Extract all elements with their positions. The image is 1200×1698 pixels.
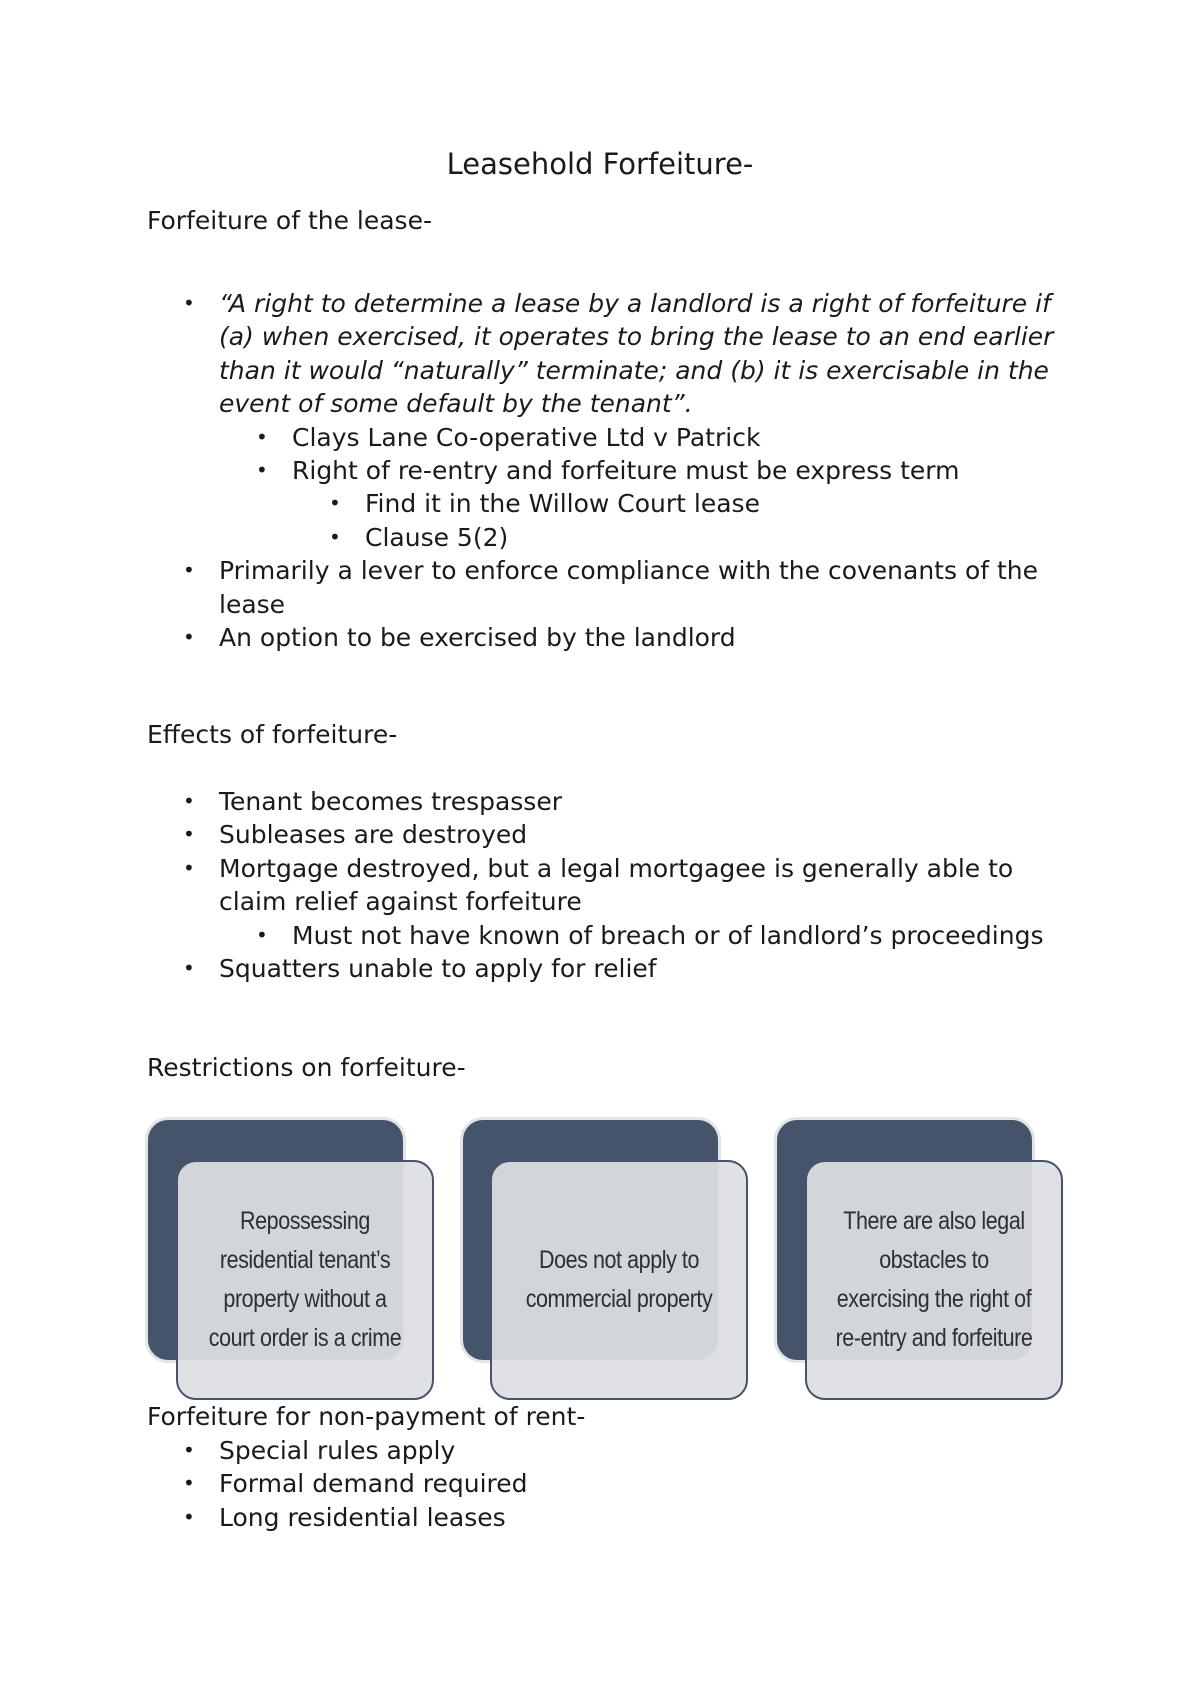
restriction-card-2-text: Does not apply to commercial property <box>525 1246 713 1313</box>
effects-list <box>147 785 1077 985</box>
lever-item: • Primarily a lever to enforce compliance with the covenants of the lease <box>147 554 1077 621</box>
rent-list <box>147 1434 1077 1534</box>
mortgage-item: • Mortgage destroyed, but a legal mortgagee is generally able to claim relief against forfeiture <box>147 852 1077 919</box>
known-breach-item: • Must not have known of breach or of landlord’s proceedings <box>147 919 1077 952</box>
section-heading-rent: Forfeiture for non-payment of rent- <box>147 1402 586 1431</box>
rent-item: • Long residential leases <box>147 1501 1077 1534</box>
subleases-item: • Subleases are destroyed <box>147 818 1077 851</box>
section-heading-restrictions: Restrictions on forfeiture- <box>147 1053 466 1082</box>
restriction-card-3 <box>805 1160 1063 1400</box>
forfeiture-definition-quote: • “A right to determine a lease by a landlord is a right of forfeiture if (a) when exercised, it operates to bring the lease to an end earlier than it would “naturally” terminate; and (b) it is exercisable in the event of some default by the tenant”. <box>147 287 1077 421</box>
express-term-item: • Right of re-entry and forfeiture must be express term <box>147 454 1077 487</box>
forfeiture-list <box>147 287 1077 654</box>
restriction-card-2 <box>490 1160 748 1400</box>
page-title: Leasehold Forfeiture- <box>446 147 754 181</box>
section-heading-forfeiture: Forfeiture of the lease- <box>147 206 432 235</box>
restriction-card-1-text: Repossessing residential tenant’s property without a court order is a crime <box>208 1207 402 1352</box>
clause-item: • Clause 5(2) <box>147 521 1077 554</box>
case-citation: • Clays Lane Co-operative Ltd v Patrick <box>147 421 1077 454</box>
rent-item: • Formal demand required <box>147 1467 1077 1500</box>
trespasser-item: • Tenant becomes trespasser <box>147 785 1077 818</box>
restriction-card-3-text: There are also legal obstacles to exercising the right of re-entry and forfeiture <box>835 1207 1033 1352</box>
squatters-item: • Squatters unable to apply for relief <box>147 952 1077 985</box>
option-item: • An option to be exercised by the landlord <box>147 621 1077 654</box>
willow-court-item: • Find it in the Willow Court lease <box>147 487 1077 520</box>
section-heading-effects: Effects of forfeiture- <box>147 720 398 749</box>
restriction-card-1 <box>176 1160 434 1400</box>
rent-item: • Special rules apply <box>147 1434 1077 1467</box>
